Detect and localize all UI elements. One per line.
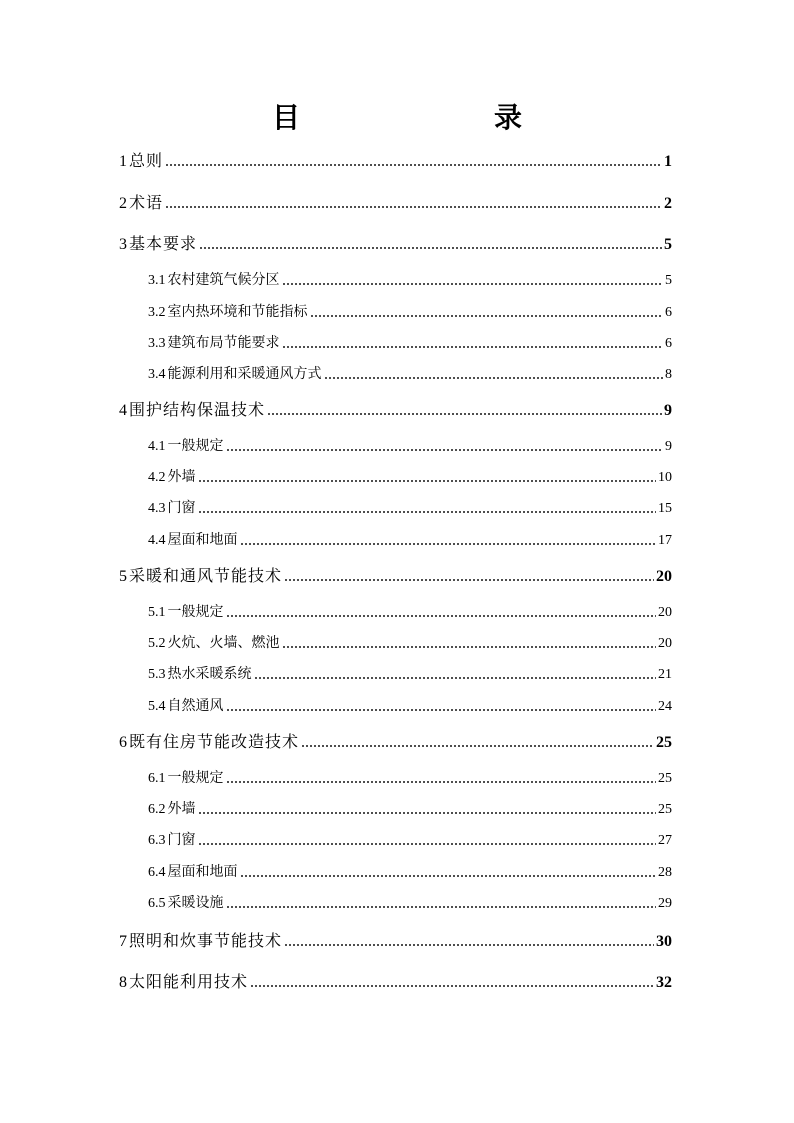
dot-leader: [250, 985, 654, 987]
toc-entry[interactable]: [148, 497, 672, 517]
dot-leader: [165, 164, 662, 166]
dot-leader: [324, 377, 664, 379]
entry-number: 4.1: [148, 439, 166, 454]
entry-number: 6.4: [148, 865, 166, 880]
entry-number: 7: [119, 933, 127, 950]
entry-label: 太阳能利用技术: [129, 972, 249, 991]
entry-number: 5.3: [148, 667, 166, 682]
entry-label: 外墙: [167, 801, 196, 817]
dot-leader: [198, 843, 657, 845]
dot-leader: [301, 745, 654, 747]
entry-page: 25: [656, 734, 672, 751]
entry-page: 24: [658, 699, 672, 714]
dot-leader: [284, 579, 654, 581]
entry-page: 30: [656, 933, 672, 950]
entry-label: 术语: [129, 193, 164, 212]
dot-leader: [226, 615, 657, 617]
toc-entry[interactable]: [119, 190, 672, 213]
entry-label: 基本要求: [129, 234, 198, 253]
dot-leader: [282, 646, 657, 648]
entry-page: 6: [665, 305, 672, 320]
entry-label: 采暖设施: [167, 895, 224, 911]
dot-leader: [240, 543, 657, 545]
entry-label: 农村建筑气候分区: [167, 272, 280, 288]
entry-number: 3.1: [148, 273, 166, 288]
dot-leader: [198, 480, 657, 482]
entry-label: 既有住房节能改造技术: [129, 732, 300, 751]
toc-entry[interactable]: [148, 435, 672, 455]
toc-entry[interactable]: [119, 969, 672, 992]
dot-leader: [165, 206, 662, 208]
toc-entry[interactable]: [148, 269, 672, 289]
dot-leader: [254, 677, 657, 679]
entry-page: 27: [658, 833, 672, 848]
entry-page: 1: [664, 153, 672, 170]
entry-page: 9: [664, 402, 672, 419]
toc-entry[interactable]: [119, 148, 672, 171]
entry-number: 3.4: [148, 367, 166, 382]
toc-entry[interactable]: [119, 729, 672, 752]
toc-entry[interactable]: [148, 829, 672, 849]
entry-label: 一般规定: [167, 604, 224, 620]
entry-page: 21: [658, 667, 672, 682]
entry-label: 自然通风: [167, 698, 224, 714]
entry-number: 4: [119, 402, 127, 419]
toc-entry[interactable]: [148, 301, 672, 321]
entry-page: 25: [658, 771, 672, 786]
entry-number: 5.4: [148, 699, 166, 714]
entry-label: 门窗: [167, 500, 196, 516]
dot-leader: [198, 511, 657, 513]
entry-number: 4.4: [148, 533, 166, 548]
entry-label: 室内热环境和节能指标: [167, 304, 308, 320]
entry-number: 5: [119, 568, 127, 585]
entry-page: 2: [664, 195, 672, 212]
entry-number: 6.2: [148, 802, 166, 817]
dot-leader: [226, 449, 664, 451]
toc-title: 目 录: [271, 101, 568, 134]
entry-label: 外墙: [167, 469, 196, 485]
entry-number: 8: [119, 974, 127, 991]
entry-number: 5.2: [148, 636, 166, 651]
dot-leader: [267, 413, 662, 415]
entry-page: 28: [658, 865, 672, 880]
toc-entry[interactable]: [119, 397, 672, 420]
entry-number: 1: [119, 153, 127, 170]
dot-leader: [198, 812, 657, 814]
toc-entry[interactable]: [148, 466, 672, 486]
toc-entry[interactable]: [148, 601, 672, 621]
entry-label: 围护结构保温技术: [129, 400, 266, 419]
toc-entry[interactable]: [148, 529, 672, 549]
entry-label: 屋面和地面: [167, 864, 238, 880]
entry-label: 门窗: [167, 832, 196, 848]
toc-entry[interactable]: [148, 861, 672, 881]
dot-leader: [310, 315, 664, 317]
entry-label: 采暖和通风节能技术: [129, 566, 283, 585]
entry-label: 一般规定: [167, 770, 224, 786]
toc-entry[interactable]: [119, 928, 672, 951]
dot-leader: [226, 781, 657, 783]
entry-page: 25: [658, 802, 672, 817]
entry-number: 5.1: [148, 605, 166, 620]
entry-page: 5: [664, 236, 672, 253]
entry-number: 2: [119, 195, 127, 212]
dot-leader: [240, 875, 657, 877]
toc-entry[interactable]: [119, 231, 672, 254]
entry-label: 屋面和地面: [167, 532, 238, 548]
toc-entry[interactable]: [148, 695, 672, 715]
entry-page: 8: [665, 367, 672, 382]
entry-page: 20: [658, 636, 672, 651]
entry-label: 火炕、火墙、燃池: [167, 635, 280, 651]
entry-number: 3.2: [148, 305, 166, 320]
entry-label: 能源利用和采暖通风方式: [167, 366, 322, 382]
toc-entry[interactable]: [148, 363, 672, 383]
entry-number: 6.5: [148, 896, 166, 911]
entry-label: 热水采暖系统: [167, 666, 252, 682]
entry-label: 总则: [129, 151, 164, 170]
entry-page: 32: [656, 974, 672, 991]
dot-leader: [199, 247, 662, 249]
entry-number: 3: [119, 236, 127, 253]
toc-entry[interactable]: [148, 798, 672, 818]
dot-leader: [284, 944, 654, 946]
entry-number: 6: [119, 734, 127, 751]
dot-leader: [282, 283, 664, 285]
toc-entry[interactable]: [148, 663, 672, 683]
toc-entry[interactable]: [148, 632, 672, 652]
entry-page: 17: [658, 533, 672, 548]
entry-page: 5: [665, 273, 672, 288]
entry-label: 一般规定: [167, 438, 224, 454]
toc-entry[interactable]: [148, 767, 672, 787]
entry-page: 20: [656, 568, 672, 585]
entry-page: 15: [658, 501, 672, 516]
entry-number: 4.3: [148, 501, 166, 516]
dot-leader: [226, 709, 657, 711]
dot-leader: [282, 346, 664, 348]
entry-number: 4.2: [148, 470, 166, 485]
toc-entry[interactable]: [148, 332, 672, 352]
entry-page: 10: [658, 470, 672, 485]
entry-page: 9: [665, 439, 672, 454]
entry-page: 20: [658, 605, 672, 620]
entry-page: 29: [658, 896, 672, 911]
entry-number: 6.3: [148, 833, 166, 848]
toc-entry[interactable]: [119, 563, 672, 586]
entry-number: 3.3: [148, 336, 166, 351]
dot-leader: [226, 906, 657, 908]
entry-label: 建筑布局节能要求: [167, 335, 280, 351]
entry-number: 6.1: [148, 771, 166, 786]
toc-entry[interactable]: [148, 892, 672, 912]
entry-page: 6: [665, 336, 672, 351]
entry-label: 照明和炊事节能技术: [129, 931, 283, 950]
